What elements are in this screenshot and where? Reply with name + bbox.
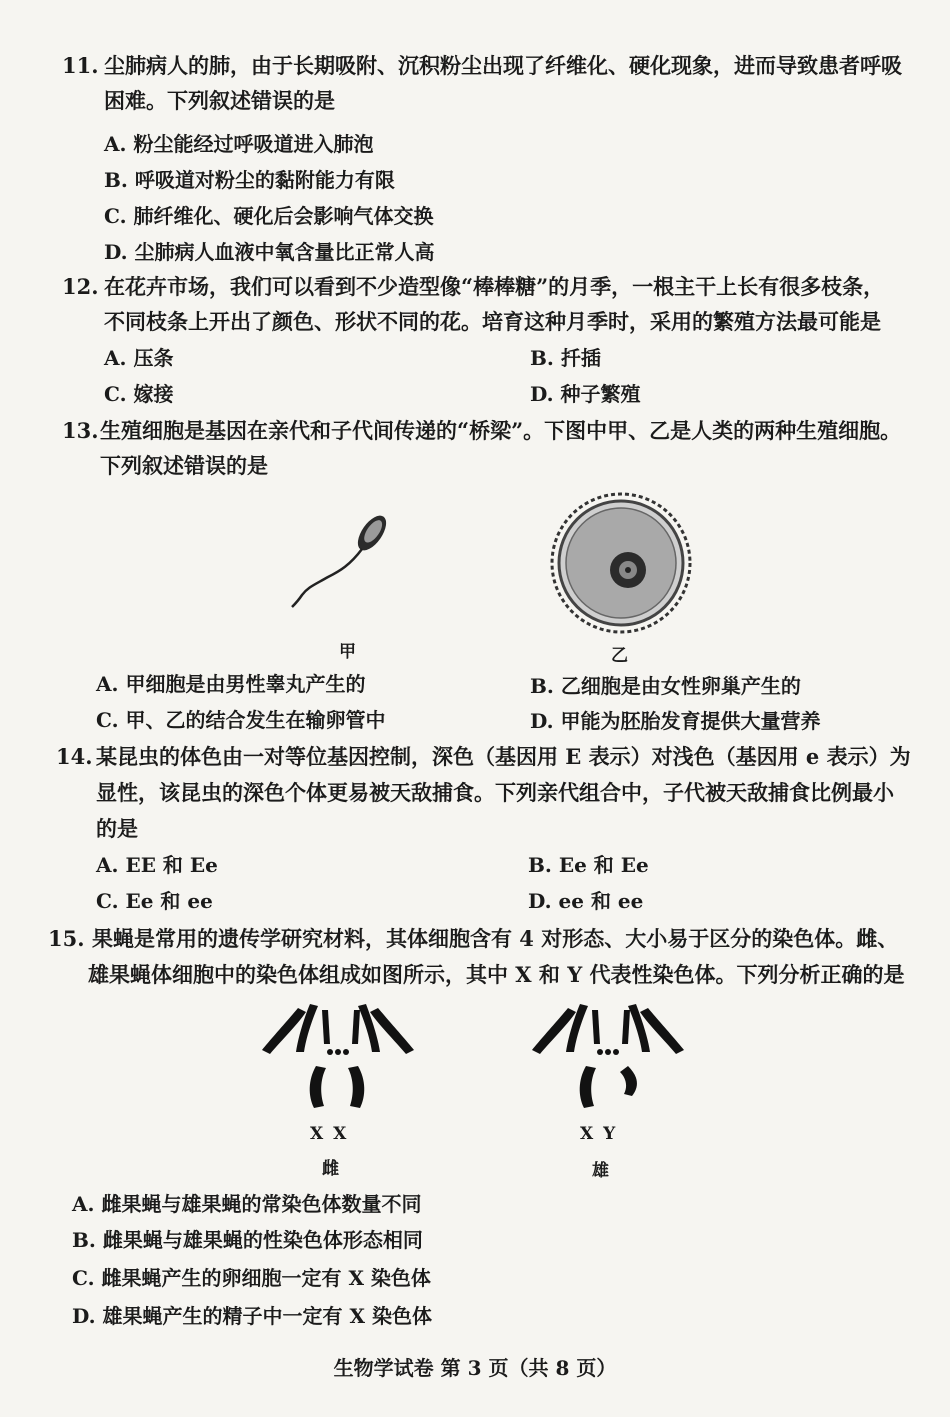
question-12-option-a[interactable]: A. 压条 bbox=[104, 346, 174, 370]
male-sex-chromosome-label: X Y bbox=[580, 1124, 618, 1144]
male-label: 雄 bbox=[592, 1161, 609, 1181]
question-11-option-b[interactable]: B. 呼吸道对粉尘的黏附能力有限 bbox=[104, 168, 395, 192]
question-14-option-c[interactable]: C. Ee 和 ee bbox=[96, 889, 213, 913]
question-11-option-a[interactable]: A. 粉尘能经过呼吸道进入肺泡 bbox=[104, 132, 374, 156]
sperm-label: 甲 bbox=[339, 642, 356, 662]
male-karyotype-figure bbox=[528, 1000, 688, 1115]
question-11-stem-1: 尘肺病人的肺，由于长期吸附、沉积粉尘出现了纤维化、硬化现象，进而导致患者呼吸 bbox=[104, 53, 902, 78]
female-sex-chromosome-label: X X bbox=[310, 1124, 349, 1144]
question-15-option-b[interactable]: B. 雌果蝇与雄果蝇的性染色体形态相同 bbox=[72, 1228, 423, 1252]
question-14-option-a[interactable]: A. EE 和 Ee bbox=[96, 853, 218, 877]
question-13-number: 13. bbox=[62, 418, 99, 443]
question-14-stem-1: 某昆虫的体色由一对等位基因控制，深色（基因用 E 表示）对浅色（基因用 e 表示）为 bbox=[96, 744, 911, 769]
question-12-number: 12. bbox=[62, 274, 99, 299]
egg-cell-figure bbox=[548, 490, 694, 636]
question-11-number: 11. bbox=[62, 53, 99, 78]
question-11-stem-2: 困难。下列叙述错误的是 bbox=[104, 88, 335, 113]
question-12-option-d[interactable]: D. 种子繁殖 bbox=[530, 382, 641, 406]
question-13-option-d[interactable]: D. 甲能为胚胎发育提供大量营养 bbox=[530, 709, 821, 733]
page-footer: 生物学试卷 第 3 页（共 8 页） bbox=[333, 1356, 617, 1380]
question-15-option-d[interactable]: D. 雄果蝇产生的精子中一定有 X 染色体 bbox=[72, 1304, 432, 1328]
question-12-stem-1: 在花卉市场，我们可以看到不少造型像“棒棒糖”的月季，一根主干上长有很多枝条， bbox=[104, 274, 885, 299]
question-14-stem-3: 的是 bbox=[96, 816, 138, 841]
question-15-stem-1: 果蝇是常用的遗传学研究材料，其体细胞含有 4 对形态、大小易于区分的染色体。雌、 bbox=[92, 926, 899, 951]
egg-label: 乙 bbox=[611, 646, 628, 666]
question-14-stem-2: 显性，该昆虫的深色个体更易被天敌捕食。下列亲代组合中，子代被天敌捕食比例最小 bbox=[96, 780, 894, 805]
question-12-option-b[interactable]: B. 扦插 bbox=[530, 346, 601, 370]
question-14-option-d[interactable]: D. ee 和 ee bbox=[528, 889, 644, 913]
question-12-stem-2: 不同枝条上开出了颜色、形状不同的花。培育这种月季时，采用的繁殖方法最可能是 bbox=[104, 309, 881, 334]
question-11-option-c[interactable]: C. 肺纤维化、硬化后会影响气体交换 bbox=[104, 204, 434, 228]
question-13-option-c[interactable]: C. 甲、乙的结合发生在输卵管中 bbox=[96, 708, 386, 732]
question-15-option-c[interactable]: C. 雌果蝇产生的卵细胞一定有 X 染色体 bbox=[72, 1266, 431, 1290]
question-13-option-b[interactable]: B. 乙细胞是由女性卵巢产生的 bbox=[530, 674, 801, 698]
female-karyotype-figure bbox=[258, 1000, 418, 1115]
question-14-number: 14. bbox=[56, 744, 93, 769]
question-12-option-c[interactable]: C. 嫁接 bbox=[104, 382, 174, 406]
question-13-option-a[interactable]: A. 甲细胞是由男性睾丸产生的 bbox=[96, 672, 366, 696]
question-15-option-a[interactable]: A. 雌果蝇与雄果蝇的常染色体数量不同 bbox=[72, 1192, 422, 1216]
question-13-stem-1: 生殖细胞是基因在亲代和子代间传递的“桥梁”。下图中甲、乙是人类的两种生殖细胞。 bbox=[100, 418, 902, 443]
female-label: 雌 bbox=[322, 1159, 339, 1179]
question-15-stem-2: 雄果蝇体细胞中的染色体组成如图所示，其中 X 和 Y 代表性染色体。下列分析正确的是 bbox=[88, 962, 905, 987]
question-15-number: 15. bbox=[48, 926, 85, 951]
question-11-option-d[interactable]: D. 尘肺病人血液中氧含量比正常人高 bbox=[104, 240, 435, 264]
sperm-cell-figure bbox=[280, 505, 400, 615]
question-14-option-b[interactable]: B. Ee 和 Ee bbox=[528, 853, 649, 877]
question-13-stem-2: 下列叙述错误的是 bbox=[100, 453, 268, 478]
